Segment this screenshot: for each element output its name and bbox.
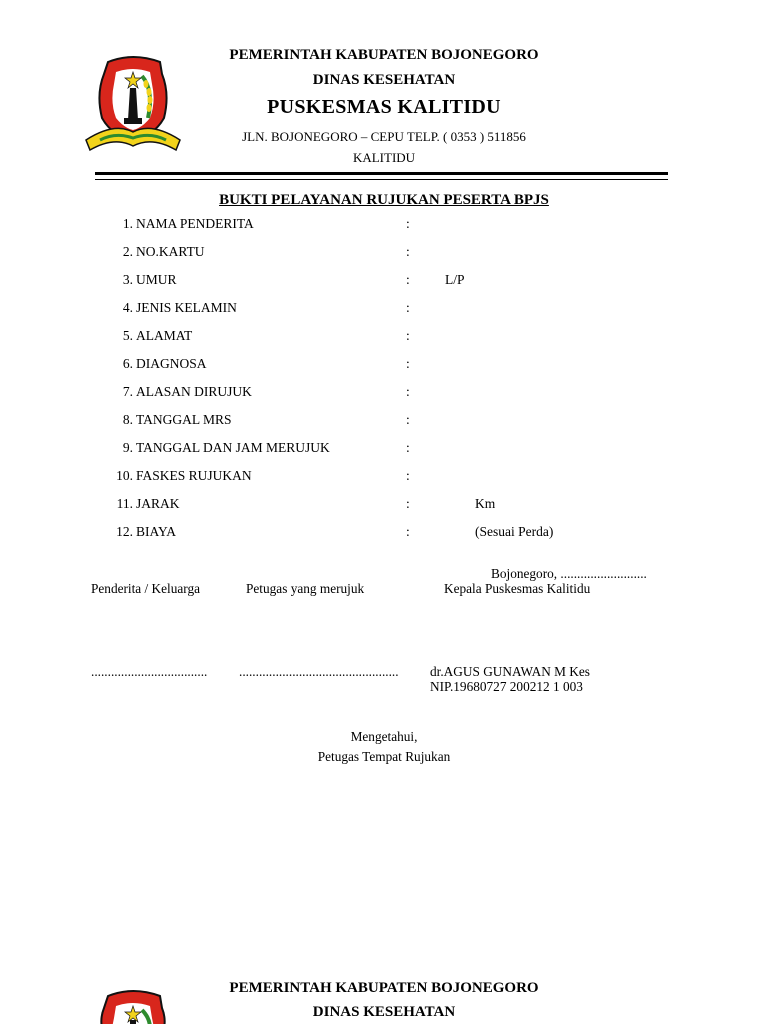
header-title: PUSKESMAS KALITIDU	[267, 96, 501, 118]
item-colon: :	[406, 356, 410, 371]
item-label: DIAGNOSA	[136, 356, 207, 371]
form-row-alasan	[0, 384, 768, 404]
item-number: 10.	[116, 468, 133, 483]
item-value-unit: Km	[475, 496, 496, 511]
item-colon: :	[406, 300, 410, 315]
item-colon: :	[406, 496, 410, 511]
item-number: 12.	[116, 524, 133, 539]
item-number: 11.	[116, 496, 133, 511]
form-row-diagnosa	[0, 356, 768, 376]
item-value-cost: (Sesuai Perda)	[475, 524, 554, 539]
item-label: UMUR	[136, 272, 177, 287]
form-row-nokartu	[0, 244, 768, 264]
patient-family-label: Penderita / Keluarga	[91, 581, 201, 596]
item-label: TANGGAL DAN JAM MERUJUK	[136, 440, 330, 455]
header-government: PEMERINTAH KABUPATEN BOJONEGORO	[229, 47, 539, 63]
header-department: DINAS KESEHATAN	[312, 72, 456, 88]
form-row-biaya	[0, 524, 768, 544]
form-row-tanggal-mrs	[0, 412, 768, 432]
item-colon: :	[406, 244, 410, 259]
head-nip: NIP.19680727 200212 1 003	[430, 679, 583, 694]
acknowledged-label: Mengetahui,	[350, 729, 418, 744]
next-header-department: DINAS KESEHATAN	[312, 1004, 456, 1020]
item-label: JARAK	[136, 496, 180, 511]
place-date: Bojonegoro, ..........................	[491, 566, 647, 581]
header-address: JLN. BOJONEGORO – CEPU TELP. ( 0353 ) 511856	[242, 129, 526, 144]
item-number: 8.	[122, 412, 133, 427]
form-title: BUKTI PELAYANAN RUJUKAN PESERTA BPJS	[219, 192, 549, 208]
item-number: 3.	[122, 272, 133, 287]
item-colon: :	[406, 328, 410, 343]
item-colon: :	[406, 440, 410, 455]
item-label: FASKES RUJUKAN	[136, 468, 252, 483]
head-name: dr.AGUS GUNAWAN M Kes	[430, 664, 590, 679]
item-colon: :	[406, 468, 410, 483]
item-colon: :	[406, 216, 410, 231]
item-number: 9.	[122, 440, 133, 455]
item-colon: :	[406, 524, 410, 539]
head-puskesmas-label: Kepala Puskesmas Kalitidu	[444, 581, 591, 596]
form-row-umur	[0, 272, 768, 292]
item-number: 1.	[122, 216, 133, 231]
form-row-jarak	[0, 496, 768, 516]
form-row-faskes	[0, 468, 768, 488]
item-label: BIAYA	[136, 524, 177, 539]
form-row-tanggal-jam	[0, 440, 768, 460]
item-label: NO.KARTU	[136, 244, 205, 259]
item-label: JENIS KELAMIN	[136, 300, 237, 315]
item-label: TANGGAL MRS	[136, 412, 232, 427]
item-number: 4.	[122, 300, 133, 315]
header-city: KALITIDU	[352, 150, 416, 165]
form-row-nama	[0, 216, 768, 236]
referring-officer-label: Petugas yang merujuk	[246, 581, 365, 596]
item-number: 6.	[122, 356, 133, 371]
receiving-officer-label: Petugas Tempat Rujukan	[317, 749, 451, 764]
item-colon: :	[406, 384, 410, 399]
form-row-jenis-kelamin	[0, 300, 768, 320]
item-number: 7.	[122, 384, 133, 399]
item-colon: :	[406, 272, 410, 287]
form-row-alamat	[0, 328, 768, 348]
next-header-government: PEMERINTAH KABUPATEN BOJONEGORO	[229, 980, 539, 996]
item-value-gender: L/P	[445, 272, 465, 287]
item-label: ALASAN DIRUJUK	[136, 384, 252, 399]
item-colon: :	[406, 412, 410, 427]
header-rule-thick	[95, 172, 668, 175]
item-label: ALAMAT	[136, 328, 193, 343]
item-label: NAMA PENDERITA	[136, 216, 254, 231]
header-rule-thin	[95, 179, 668, 180]
officer-signature-line: ................................................	[239, 664, 399, 679]
item-number: 5.	[122, 328, 133, 343]
patient-signature-line: ...................................	[91, 664, 208, 679]
item-number: 2.	[122, 244, 133, 259]
